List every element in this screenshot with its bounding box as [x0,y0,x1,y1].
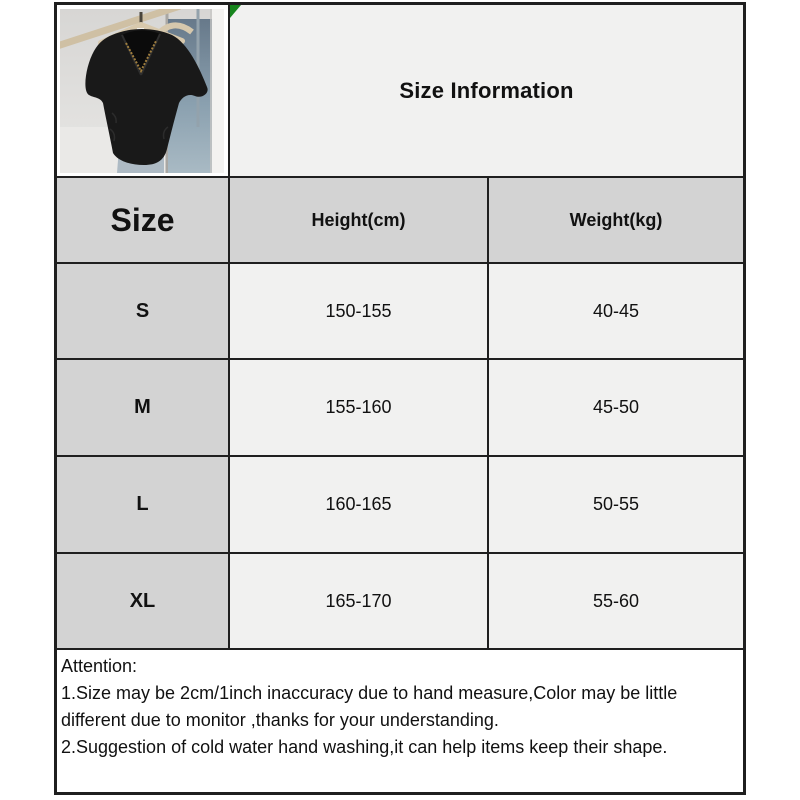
height-value-l: 160-165 [230,457,489,554]
height-value-s: 150-155 [230,264,489,360]
attention-note-1: 1.Size may be 2cm/1inch inaccuracy due to hand measure,Color may be little different due to monitor ,thanks for your understanding. [61,683,678,730]
size-label-s: S [57,264,230,360]
column-header-weight: Weight(kg) [489,178,743,264]
height-value-xl: 165-170 [230,554,489,650]
green-corner-marker-icon [230,5,241,18]
size-label-l: L [57,457,230,554]
weight-value-xl: 55-60 [489,554,743,650]
title-cell [230,5,743,178]
size-label-xl: XL [57,554,230,650]
column-header-height: Height(cm) [230,178,489,264]
product-photo-cell [57,5,230,178]
product-photo-illustration [60,9,224,173]
page-title: Size Information [399,77,574,103]
size-label-m: M [57,360,230,457]
attention-note-2: 2.Suggestion of cold water hand washing,it can help items keep their shape. [61,737,668,757]
weight-value-m: 45-50 [489,360,743,457]
weight-value-s: 40-45 [489,264,743,360]
height-value-m: 155-160 [230,360,489,457]
weight-value-l: 50-55 [489,457,743,554]
attention-section [57,650,743,792]
size-information-sheet [54,2,746,795]
column-header-size: Size [57,178,230,264]
product-photo [60,9,224,173]
attention-heading: Attention: [61,656,138,676]
